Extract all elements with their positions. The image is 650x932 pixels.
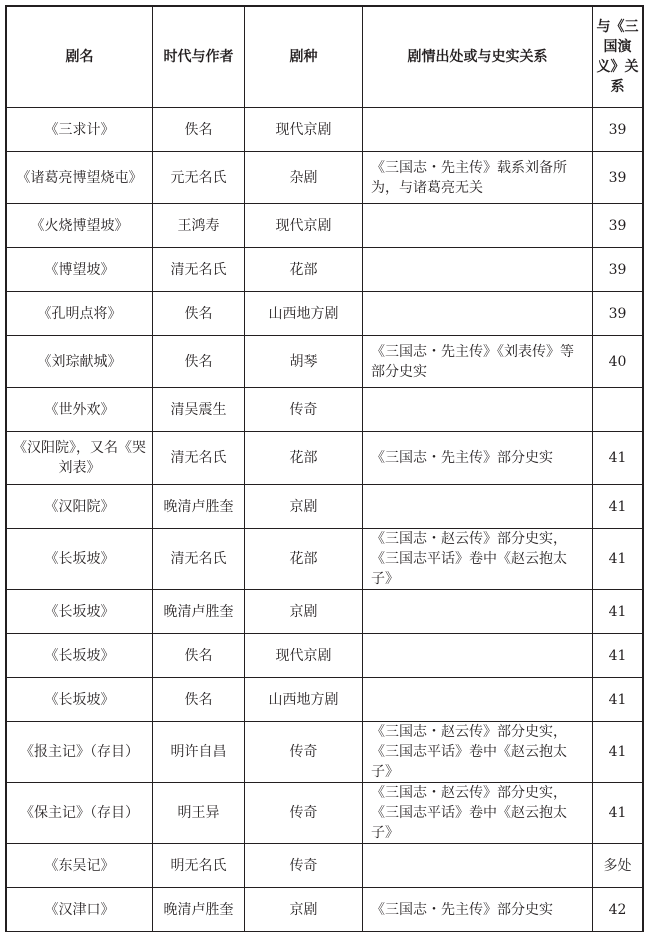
cell-title: 《火烧博望坡》 bbox=[7, 204, 153, 248]
cell-relation: 41 bbox=[593, 529, 643, 590]
cell-relation: 多处 bbox=[593, 844, 643, 888]
cell-genre: 花部 bbox=[245, 432, 363, 485]
table-row bbox=[7, 388, 643, 432]
cell-genre: 现代京剧 bbox=[245, 634, 363, 678]
cell-title: 《长坂坡》 bbox=[7, 590, 153, 634]
cell-era-author: 清无名氏 bbox=[153, 432, 245, 485]
cell-relation: 39 bbox=[593, 204, 643, 248]
cell-era-author: 明许自昌 bbox=[153, 722, 245, 783]
cell-relation: 41 bbox=[593, 634, 643, 678]
cell-era-author: 佚名 bbox=[153, 292, 245, 336]
cell-era-author: 明王异 bbox=[153, 783, 245, 844]
cell-era-author: 佚名 bbox=[153, 634, 245, 678]
cell-title: 《汉阳院》，又名《哭刘表》 bbox=[7, 432, 153, 485]
cell-title: 《报主记》（存目） bbox=[7, 722, 153, 783]
cell-era-author: 晚清卢胜奎 bbox=[153, 485, 245, 529]
cell-genre: 杂剧 bbox=[245, 152, 363, 204]
cell-era-author: 清吴震生 bbox=[153, 388, 245, 432]
cell-genre: 传奇 bbox=[245, 844, 363, 888]
cell-era-author: 佚名 bbox=[153, 336, 245, 388]
header-title: 剧名 bbox=[7, 7, 153, 108]
cell-era-author: 清无名氏 bbox=[153, 529, 245, 590]
table-row bbox=[7, 590, 643, 634]
cell-title: 《长坂坡》 bbox=[7, 634, 153, 678]
cell-relation bbox=[593, 388, 643, 432]
cell-title: 《汉阳院》 bbox=[7, 485, 153, 529]
table-row bbox=[7, 529, 643, 590]
table-row bbox=[7, 248, 643, 292]
cell-relation: 40 bbox=[593, 336, 643, 388]
header-relation: 与《三国演义》关系 bbox=[593, 7, 643, 108]
table-row bbox=[7, 888, 643, 932]
cell-relation: 41 bbox=[593, 432, 643, 485]
cell-era-author: 明无名氏 bbox=[153, 844, 245, 888]
cell-source: 《三国志・先主传》载系刘备所为，与诸葛亮无关 bbox=[363, 152, 593, 204]
table-row bbox=[7, 844, 643, 888]
cell-source: 《三国志・先主传》部分史实 bbox=[363, 432, 593, 485]
table-row bbox=[7, 204, 643, 248]
cell-title: 《三求计》 bbox=[7, 108, 153, 152]
cell-era-author: 晚清卢胜奎 bbox=[153, 590, 245, 634]
cell-title: 《博望坡》 bbox=[7, 248, 153, 292]
table-row bbox=[7, 783, 643, 844]
cell-relation: 41 bbox=[593, 590, 643, 634]
cell-genre: 花部 bbox=[245, 248, 363, 292]
cell-relation: 41 bbox=[593, 722, 643, 783]
cell-source bbox=[363, 678, 593, 722]
table-row bbox=[7, 336, 643, 388]
cell-era-author: 王鸿寿 bbox=[153, 204, 245, 248]
cell-era-author: 清无名氏 bbox=[153, 248, 245, 292]
cell-title: 《保主记》（存目） bbox=[7, 783, 153, 844]
cell-relation: 42 bbox=[593, 888, 643, 932]
cell-source bbox=[363, 248, 593, 292]
table-row bbox=[7, 485, 643, 529]
cell-title: 《诸葛亮博望烧屯》 bbox=[7, 152, 153, 204]
cell-source bbox=[363, 844, 593, 888]
cell-title: 《长坂坡》 bbox=[7, 529, 153, 590]
cell-era-author: 佚名 bbox=[153, 678, 245, 722]
cell-title: 《刘琮献城》 bbox=[7, 336, 153, 388]
table-row bbox=[7, 108, 643, 152]
cell-relation: 41 bbox=[593, 783, 643, 844]
cell-title: 《世外欢》 bbox=[7, 388, 153, 432]
cell-source: 《三国志・赵云传》部分史实，《三国志平话》卷中《赵云抱太子》 bbox=[363, 529, 593, 590]
cell-era-author: 元无名氏 bbox=[153, 152, 245, 204]
cell-source: 《三国志・先主传》《刘表传》等部分史实 bbox=[363, 336, 593, 388]
cell-relation: 39 bbox=[593, 292, 643, 336]
cell-title: 《孔明点将》 bbox=[7, 292, 153, 336]
cell-source bbox=[363, 292, 593, 336]
cell-title: 《长坂坡》 bbox=[7, 678, 153, 722]
cell-relation: 39 bbox=[593, 108, 643, 152]
cell-relation: 39 bbox=[593, 152, 643, 204]
cell-genre: 山西地方剧 bbox=[245, 292, 363, 336]
cell-genre: 现代京剧 bbox=[245, 204, 363, 248]
cell-genre: 山西地方剧 bbox=[245, 678, 363, 722]
header-source: 剧情出处或与史实关系 bbox=[363, 7, 593, 108]
cell-relation: 39 bbox=[593, 248, 643, 292]
cell-relation: 41 bbox=[593, 678, 643, 722]
cell-source bbox=[363, 634, 593, 678]
header-row bbox=[7, 7, 643, 108]
header-genre: 剧种 bbox=[245, 7, 363, 108]
cell-genre: 京剧 bbox=[245, 888, 363, 932]
cell-title: 《东吴记》 bbox=[7, 844, 153, 888]
cell-genre: 传奇 bbox=[245, 388, 363, 432]
table-row bbox=[7, 634, 643, 678]
cell-era-author: 佚名 bbox=[153, 108, 245, 152]
cell-source: 《三国志・赵云传》部分史实，《三国志平话》卷中《赵云抱太子》 bbox=[363, 783, 593, 844]
cell-genre: 胡琴 bbox=[245, 336, 363, 388]
cell-source bbox=[363, 204, 593, 248]
table-row bbox=[7, 292, 643, 336]
cell-genre: 传奇 bbox=[245, 722, 363, 783]
table-row bbox=[7, 152, 643, 204]
cell-era-author: 晚清卢胜奎 bbox=[153, 888, 245, 932]
cell-genre: 传奇 bbox=[245, 783, 363, 844]
cell-source bbox=[363, 485, 593, 529]
cell-genre: 花部 bbox=[245, 529, 363, 590]
drama-table bbox=[6, 6, 643, 932]
header-era-author: 时代与作者 bbox=[153, 7, 245, 108]
table-row bbox=[7, 432, 643, 485]
cell-genre: 京剧 bbox=[245, 485, 363, 529]
cell-source bbox=[363, 108, 593, 152]
cell-source bbox=[363, 388, 593, 432]
cell-title: 《汉津口》 bbox=[7, 888, 153, 932]
table-row bbox=[7, 678, 643, 722]
cell-relation: 41 bbox=[593, 485, 643, 529]
cell-genre: 现代京剧 bbox=[245, 108, 363, 152]
cell-source: 《三国志・先主传》部分史实 bbox=[363, 888, 593, 932]
cell-source bbox=[363, 590, 593, 634]
table-row bbox=[7, 722, 643, 783]
cell-genre: 京剧 bbox=[245, 590, 363, 634]
cell-source: 《三国志・赵云传》部分史实，《三国志平话》卷中《赵云抱太子》 bbox=[363, 722, 593, 783]
